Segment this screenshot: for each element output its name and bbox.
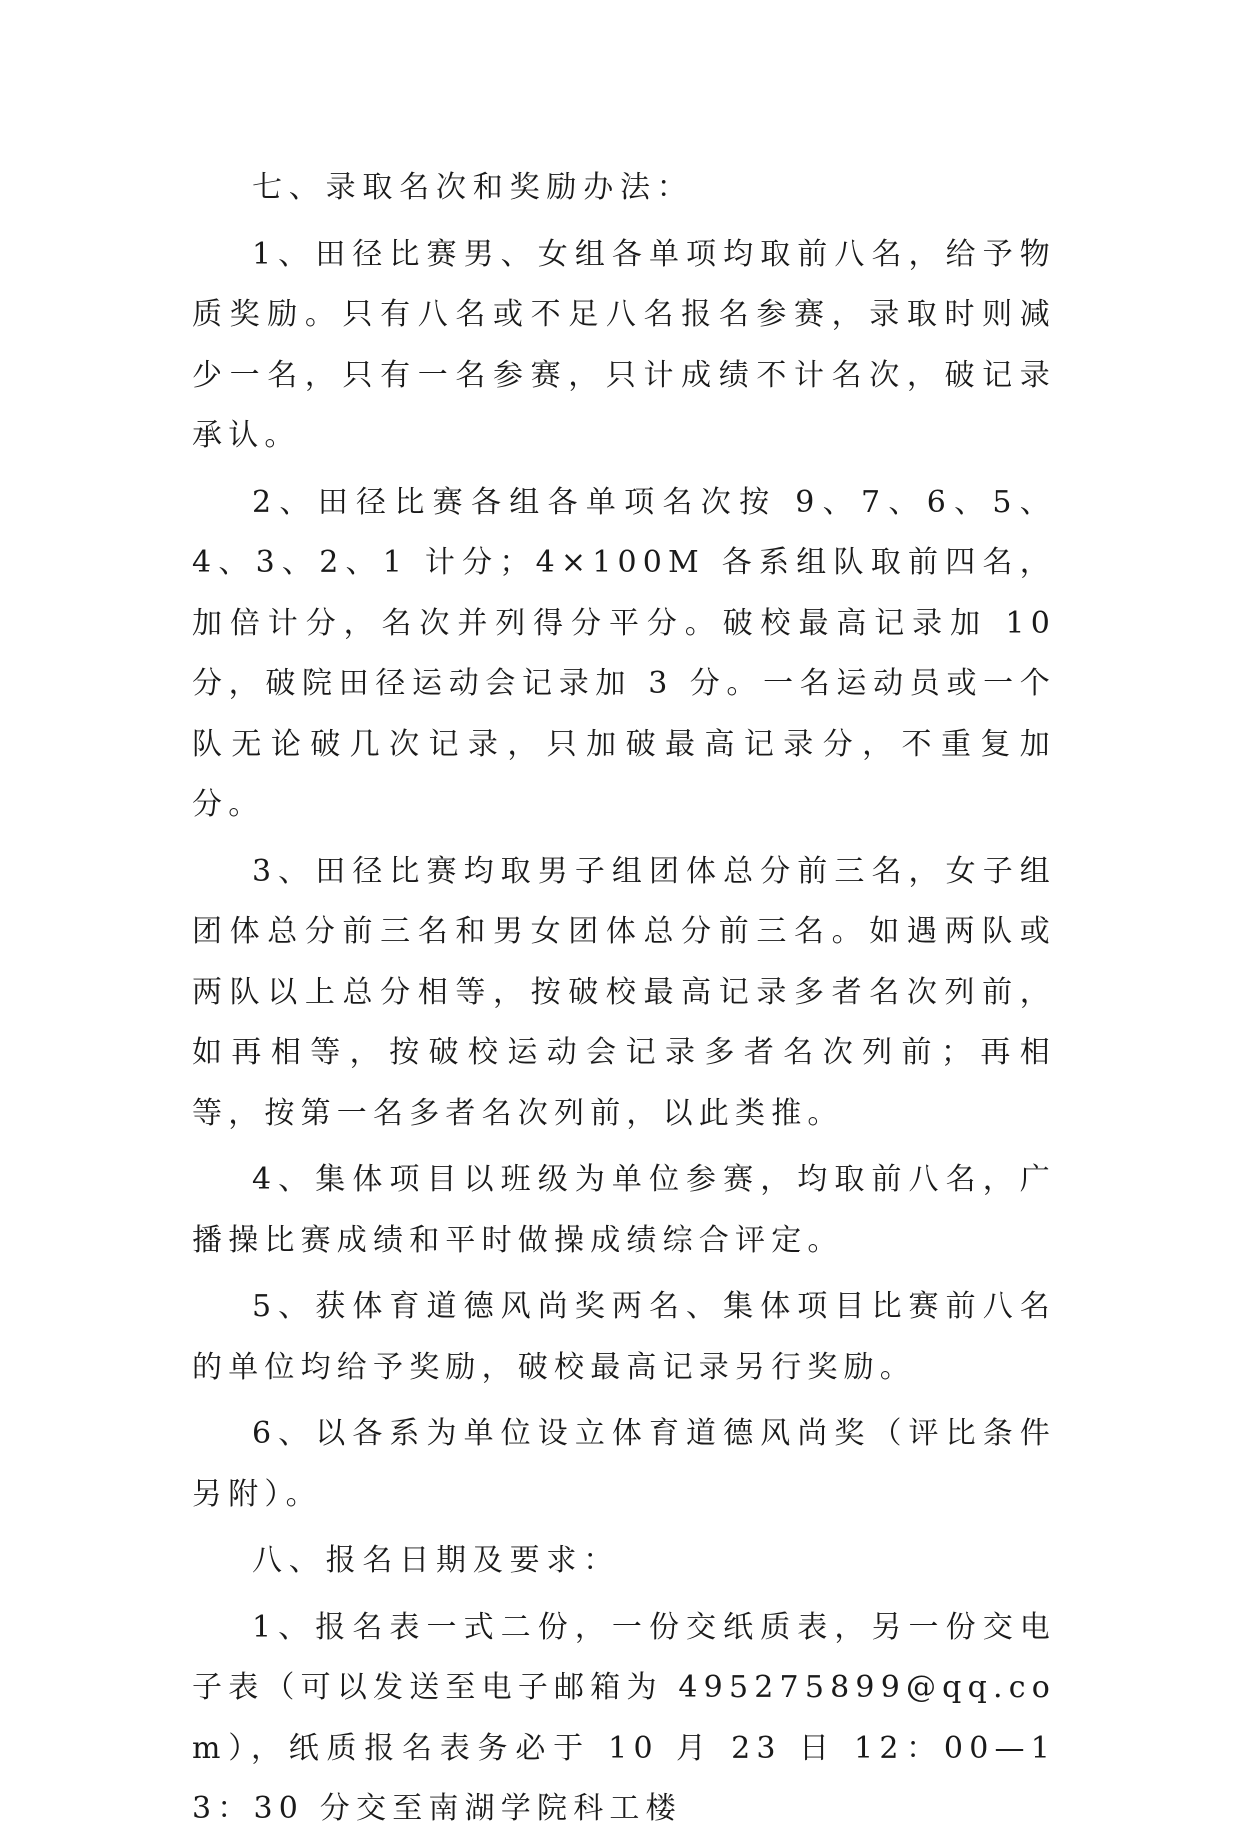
paragraph-item-6: 6、以各系为单位设立体育道德风尚奖（评比条件另附）。 [192, 1416, 1056, 1512]
paragraph-item-3: 3、田径比赛均取男子组团体总分前三名，女子组团体总分前三名和男女团体总分前三名。如遇两队或两队以上总分相等，按破校最高记录多者名次列前，如再相等，按破校运动会记录多者名次列前；再相等，按第一名多者名次列前，以此类推。 [192, 853, 1056, 1131]
document-body [192, 158, 1056, 1846]
paragraph-item-4: 4、集体项目以班级为单位参赛，均取前八名，广播操比赛成绩和平时做操成绩综合评定。 [192, 1162, 1056, 1258]
section-heading-eight: 八、报名日期及要求： [252, 1543, 620, 1578]
section-heading-seven: 七、录取名次和奖励办法： [252, 170, 694, 205]
paragraph-item-1: 1、田径比赛男、女组各单项均取前八名，给予物质奖励。只有八名或不足八名报名参赛，录取时则减少一名，只有一名参赛，只计成绩不计名次，破记录承认。 [192, 236, 1056, 453]
paragraph-item-2: 2、田径比赛各组各单项名次按 9、7、6、5、4、3、2、1 计分；4×100M 各系组队取前四名，加倍计分，名次并列得分平分。破校最高记录加 10 分，破院田径运动会记录加 3 分。一名运动员或一个队无论破几次记录，只加破最高记录分，不重复加分。 [192, 484, 1056, 822]
paragraph-item-5: 5、获体育道德风尚奖两名、集体项目比赛前八名的单位均给予奖励，破校最高记录另行奖励。 [192, 1289, 1056, 1385]
paragraph-registration-1: 1、报名表一式二份，一份交纸质表，另一份交电子表（可以发送至电子邮箱为 495275899@qq.com），纸质报名表务必于 10 月 23 日 12：00—13：30 分交至南湖学院科工楼 [192, 1609, 1056, 1826]
